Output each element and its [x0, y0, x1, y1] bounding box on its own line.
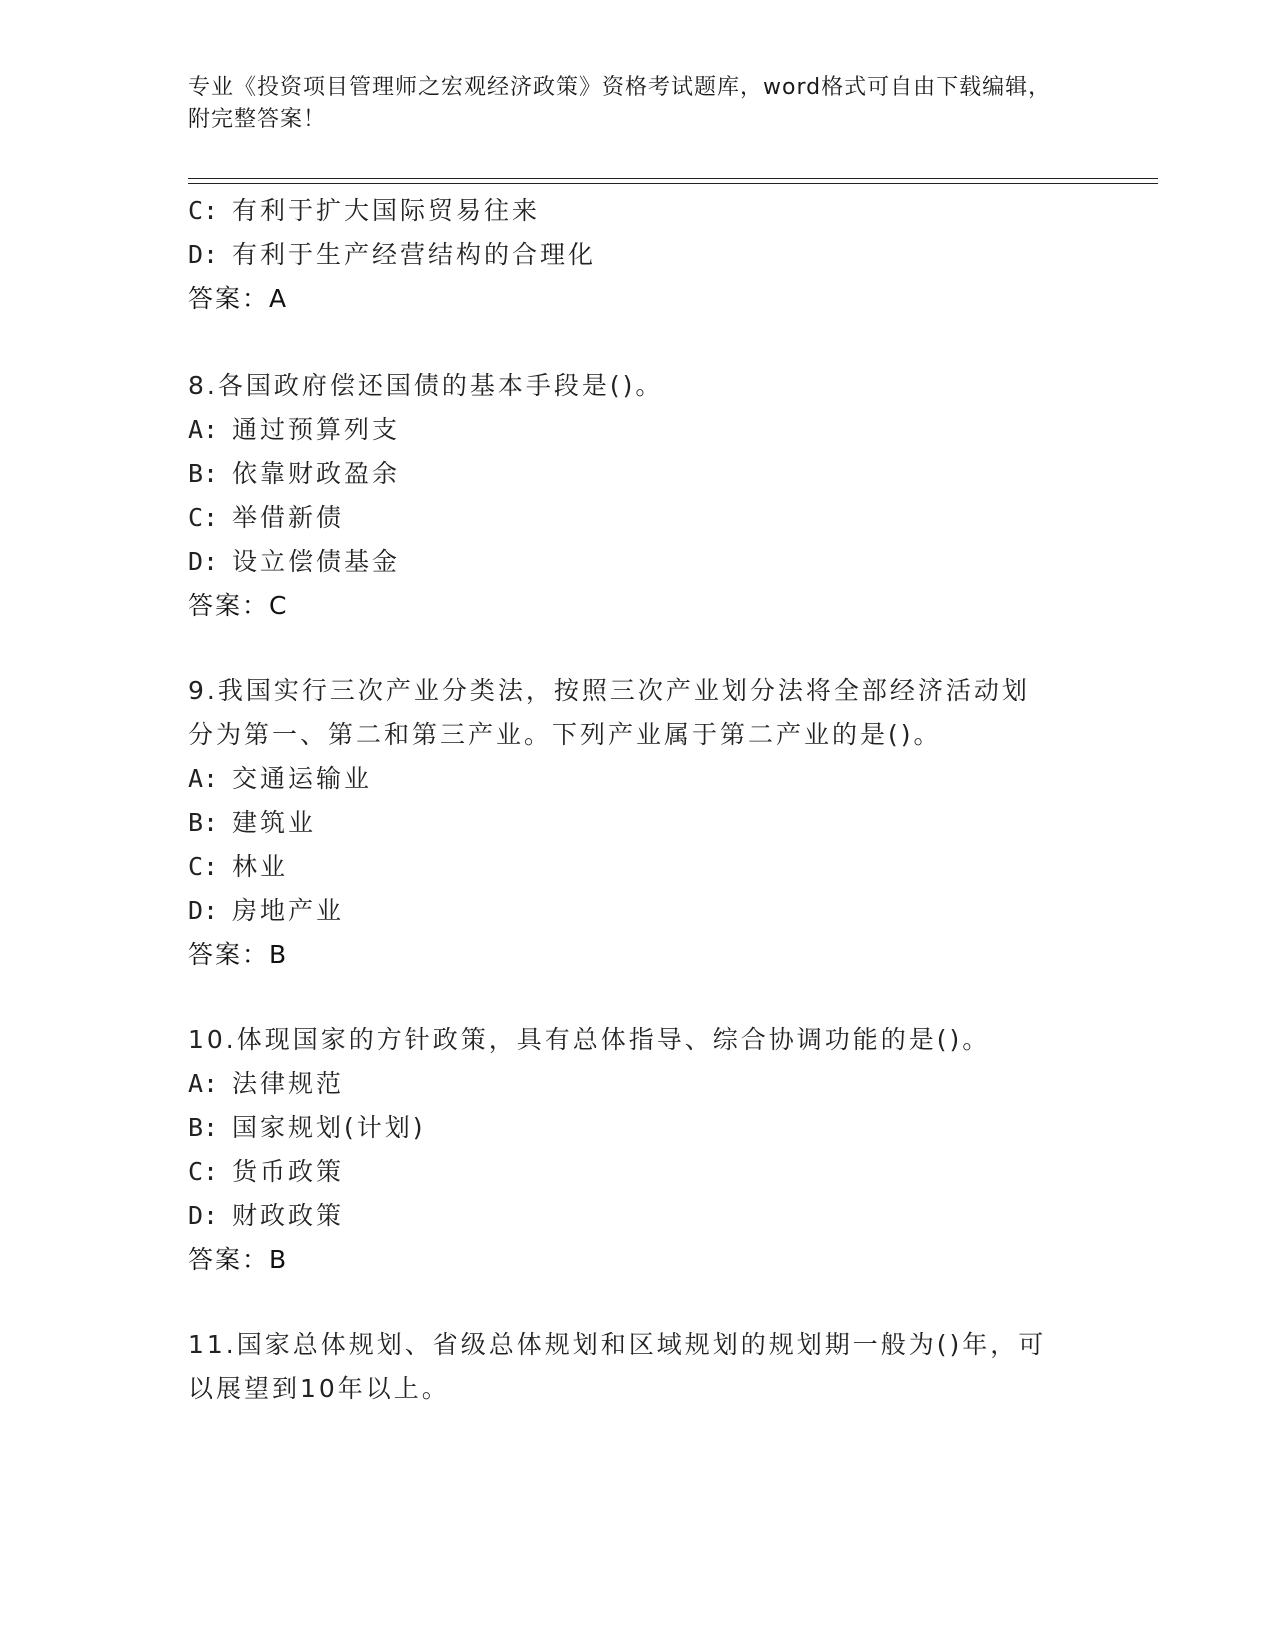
- option-text: 建筑业: [232, 808, 317, 837]
- option-key: B:: [188, 459, 219, 488]
- option-line: [188, 232, 596, 278]
- option-line: [188, 800, 316, 846]
- option-key: D:: [188, 240, 219, 269]
- option-key: C:: [188, 196, 219, 225]
- answer-line: 答案：B: [188, 940, 289, 969]
- option-line: [188, 539, 400, 585]
- option-line: [188, 495, 344, 541]
- option-text: 林业: [232, 852, 289, 881]
- answer-line: 答案：C: [188, 591, 289, 620]
- option-text: 依靠财政盈余: [232, 459, 401, 488]
- answer-line: 答案：A: [188, 284, 289, 313]
- option-text: 通过预算列支: [232, 415, 401, 444]
- option-key: A:: [188, 764, 219, 793]
- option-text: 房地产业: [232, 896, 345, 925]
- header-divider-bottom: [188, 183, 1158, 184]
- option-text: 国家规划(计划): [232, 1113, 426, 1142]
- option-line: [188, 1149, 344, 1195]
- option-text: 货币政策: [232, 1157, 345, 1186]
- option-line: [188, 1105, 426, 1151]
- option-text: 举借新债: [232, 503, 345, 532]
- option-key: C:: [188, 852, 219, 881]
- option-key: D:: [188, 547, 219, 576]
- option-key: C:: [188, 1157, 219, 1186]
- option-line: [188, 888, 344, 934]
- option-line: [188, 1061, 344, 1107]
- question-stem: 9.我国实行三次产业分类法，按照三次产业划分法将全部经济活动划: [188, 676, 1030, 705]
- option-text: 法律规范: [232, 1069, 345, 1098]
- option-text: 有利于扩大国际贸易往来: [232, 196, 541, 225]
- question-stem: 以展望到10年以上。: [188, 1374, 450, 1403]
- option-key: A:: [188, 415, 219, 444]
- option-text: 设立偿债基金: [232, 547, 401, 576]
- question-stem: 分为第一、第二和第三产业。下列产业属于第二产业的是()。: [188, 720, 942, 749]
- question-stem: 8.各国政府偿还国债的基本手段是()。: [188, 371, 664, 400]
- answer-line: 答案：B: [188, 1245, 289, 1274]
- option-line: [188, 451, 400, 497]
- option-text: 财政政策: [232, 1201, 345, 1230]
- question-stem: 10.体现国家的方针政策，具有总体指导、综合协调功能的是()。: [188, 1025, 991, 1054]
- header-divider-top: [188, 178, 1158, 179]
- option-text: 交通运输业: [232, 764, 373, 793]
- option-key: B:: [188, 808, 219, 837]
- option-key: D:: [188, 1201, 219, 1230]
- option-line: [188, 844, 288, 890]
- option-line: [188, 407, 400, 453]
- option-key: B:: [188, 1113, 219, 1142]
- option-line: [188, 188, 540, 234]
- option-line: [188, 1193, 344, 1239]
- document-header: 专业《投资项目管理师之宏观经济政策》资格考试题库，word格式可自由下载编辑，附完整答案！: [188, 75, 1052, 132]
- question-stem: 11.国家总体规划、省级总体规划和区域规划的规划期一般为()年，可: [188, 1330, 1047, 1359]
- option-key: D:: [188, 896, 219, 925]
- option-key: C:: [188, 503, 219, 532]
- option-text: 有利于生产经营结构的合理化: [232, 240, 597, 269]
- option-line: [188, 756, 372, 802]
- option-key: A:: [188, 1069, 219, 1098]
